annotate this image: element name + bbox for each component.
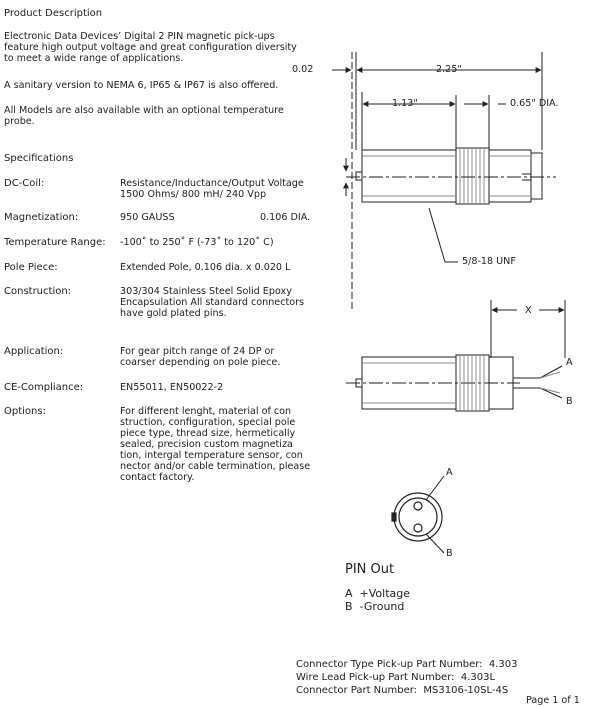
- pinout-title: PIN Out: [345, 562, 395, 577]
- product-description-heading: Product Description: [4, 8, 103, 19]
- pinout-line-a: A +Voltage: [345, 587, 410, 600]
- spec-label-temperature-range: Temperature Range:: [4, 237, 106, 248]
- dim-label-113: 1.13": [392, 98, 418, 109]
- dim-label-0106-dia: 0.106 DIA.: [260, 212, 311, 223]
- description-paragraph-2: A sanitary version to NEMA 6, IP65 & IP67 is also offered.: [4, 80, 279, 91]
- part-number-connector-type: Connector Type Pick-up Part Number: 4.303: [296, 659, 518, 670]
- spec-label-construction: Construction:: [4, 286, 72, 297]
- description-paragraph-1: Electronic Data Devices’ Digital 2 PIN magnetic pick-ups feature high output voltage and great configuration diversity to meet a wide range of applications.: [4, 31, 297, 64]
- spec-label-options: Options:: [4, 406, 46, 417]
- specifications-heading: Specifications: [4, 153, 74, 164]
- spec-value-magnetization: 950 GAUSS: [120, 212, 175, 223]
- dim-label-x: X: [525, 305, 532, 316]
- spec-label-ce-compliance: CE-Compliance:: [4, 382, 84, 393]
- spec-label-pole-piece: Pole Piece:: [4, 262, 58, 273]
- connector-label-a: A: [446, 467, 453, 478]
- spec-label-application: Application:: [4, 346, 64, 357]
- part-number-connector: Connector Part Number: MS3106-10SL-4S: [296, 685, 509, 696]
- pinout-line-b: B -Ground: [345, 600, 405, 613]
- description-paragraph-3: All Models are also available with an optional temperature probe.: [4, 105, 284, 127]
- dim-label-225: 2.25": [436, 64, 462, 75]
- spec-value-options: For different lenght, material of con struction, configuration, special pole piece type, thread size, hermetically sealed, precision custom magnetiza tion, intergal temperature sensor, con nector and/or cable termination, please contact factory.: [120, 406, 311, 483]
- spec-value-application: For gear pitch range of 24 DP or coarser depending on pole piece.: [120, 346, 281, 368]
- spec-label-magnetization: Magnetization:: [4, 212, 79, 223]
- lead-label-a: A: [566, 357, 573, 368]
- connector-label-b: B: [446, 548, 453, 559]
- thread-leader: [429, 208, 458, 262]
- spec-value-construction: 303/304 Stainless Steel Solid Epoxy Encapsulation All standard connectors have gold plated pins.: [120, 286, 305, 319]
- part-number-wire-lead: Wire Lead Pick-up Part Number: 4.303L: [296, 672, 496, 683]
- page-number: Page 1 of 1: [526, 695, 580, 706]
- spec-value-pole-piece: Extended Pole, 0.106 dia. x 0.020 L: [120, 262, 291, 273]
- lead-wire-b: [513, 388, 562, 398]
- thread-label: 5/8-18 UNF: [462, 256, 516, 267]
- lead-label-b: B: [566, 396, 573, 407]
- spec-value-temperature-range: -100˚ to 250˚ F (-73˚ to 120˚ C): [120, 237, 274, 248]
- dim-label-065-dia: 0.65" DIA.: [510, 98, 559, 109]
- connector-end-view: [392, 476, 444, 553]
- dim-label-002: 0.02: [292, 64, 314, 75]
- spec-value-ce-compliance: EN55011, EN50022-2: [120, 382, 224, 393]
- sensor-body-top: [362, 150, 456, 202]
- lead-wire-a: [513, 366, 562, 378]
- spec-value-dc-coil: Resistance/Inductance/Output Voltage 1500 Ohms/ 800 mH/ 240 Vpp: [120, 178, 304, 200]
- spec-label-dc-coil: DC-Coil:: [4, 178, 45, 189]
